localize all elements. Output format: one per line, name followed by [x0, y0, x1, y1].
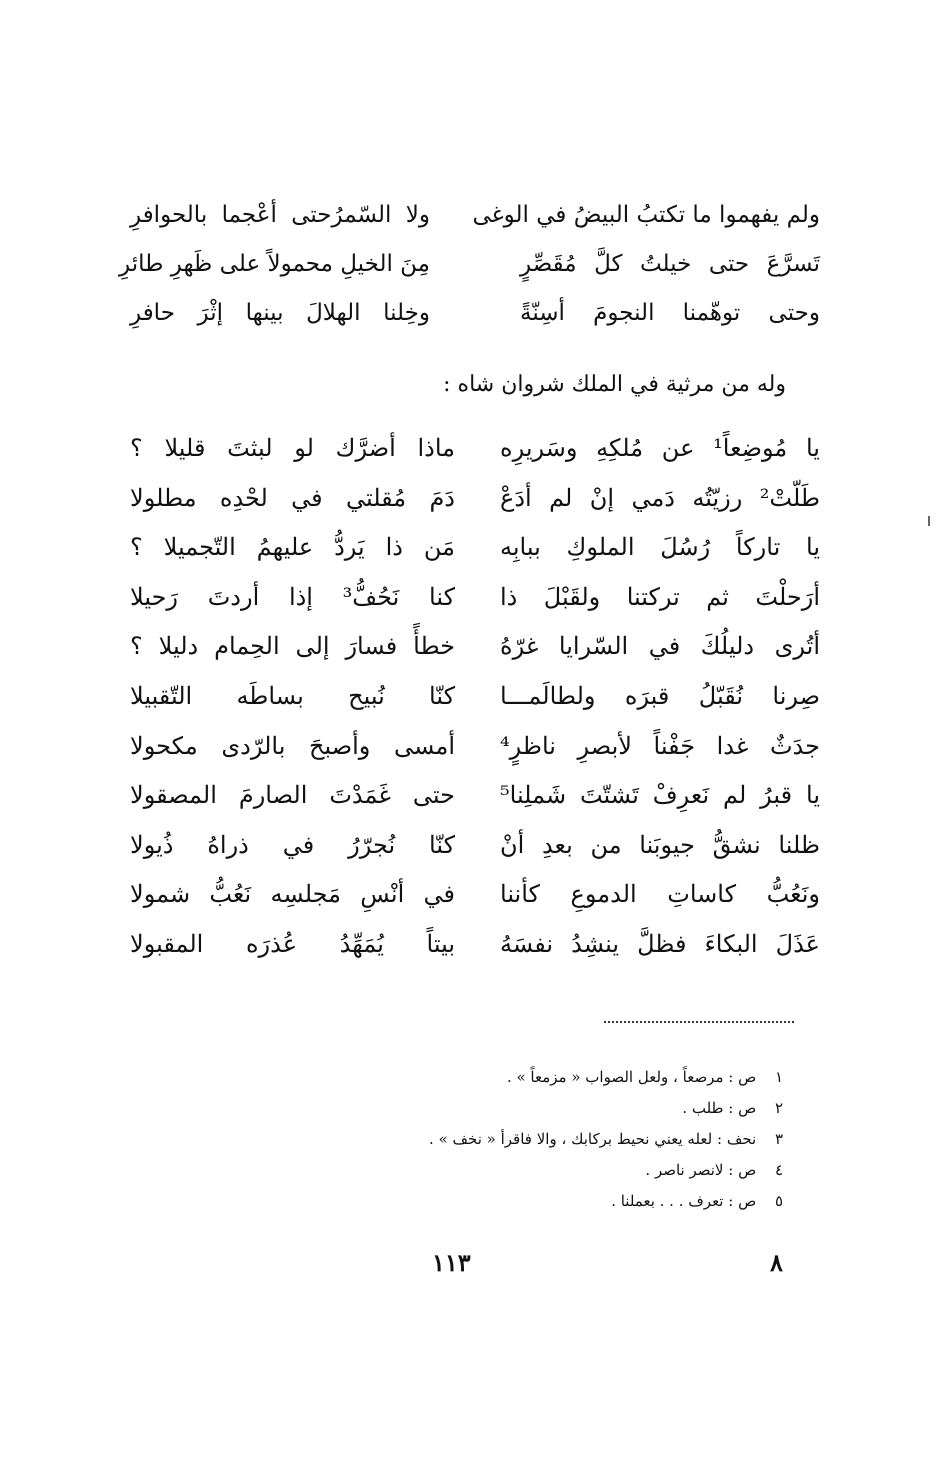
second-hemistich: مِنَ الخيلِ محمولاً على ظَهرِ طائرِ — [119, 251, 430, 277]
second-hemistich: كنّا نُبيح بساطَه التّقبيلا — [130, 681, 455, 710]
verse-row — [100, 202, 820, 251]
footnote-divider — [604, 1021, 794, 1023]
verse-row — [100, 831, 820, 881]
first-hemistich: تَسرَّعَ حتى خيلتُ كلَّ مُقَصِّرٍ — [520, 251, 820, 277]
second-hemistich: بيتاً يُمَهِّدُ عُذرَه المقبولا — [130, 929, 455, 958]
poem-stanza-2 — [100, 434, 820, 980]
second-hemistich: ولا السّمرُحتى أعْجما بالحوافرِ — [130, 202, 430, 228]
verse-row — [100, 533, 820, 583]
verse-row — [100, 484, 820, 534]
second-hemistich: أمسى وأصبحَ بالرّدى مكحولا — [130, 731, 455, 760]
footnote-number: ٢ — [774, 1099, 783, 1117]
verse-row — [100, 781, 820, 831]
first-hemistich: يا مُوضِعاً¹ عن مُلكِهِ وسَريرِه — [500, 434, 820, 462]
margin-mark — [928, 516, 930, 526]
first-hemistich: ظلنا نشقُّ جيوبَنا من بعدِ أنْ — [500, 830, 820, 859]
second-hemistich: مَن ذا يَردُّ عليهمُ التّجميلا ؟ — [130, 533, 455, 562]
verse-row — [100, 632, 820, 682]
first-hemistich: يا قبرُ لم نَعرِفْ تَشتّتَ شَملِنا⁵ — [500, 781, 820, 810]
footnote-number: ٣ — [774, 1130, 783, 1148]
first-hemistich: يا تاركاً رُسُلَ الملوكِ ببابِه — [500, 533, 820, 562]
second-hemistich: كنّا نُجرّرُ في ذراهُ ذُيولا — [130, 830, 455, 859]
page-number: ١١٣ — [432, 1248, 471, 1277]
second-hemistich: دَمَ مُقلتي في لحْدِه مطلولا — [130, 483, 455, 512]
verse-row — [100, 251, 820, 300]
verse-row — [100, 434, 820, 484]
verse-row — [100, 732, 820, 782]
footnote-text: ص : لانصر ناصر . — [645, 1161, 757, 1179]
first-hemistich: ونَعُبُّ كاساتِ الدموعِ كأننا — [500, 880, 820, 909]
first-hemistich: وحتى توهّمنا النجومَ أسِنّةً — [520, 300, 820, 326]
poem-stanza-1 — [100, 202, 820, 349]
elegy-intro-line: وله من مرثية في الملك شروان شاه : — [443, 372, 786, 397]
footnote-text: ص : طلب . — [682, 1099, 757, 1117]
footnote — [223, 1093, 783, 1124]
footnote-number: ٤ — [774, 1161, 783, 1179]
footnote-number: ١ — [774, 1068, 783, 1086]
footnote — [223, 1062, 783, 1093]
first-hemistich: ولم يفهموا ما تكتبُ البيضُ في الوغى — [472, 202, 820, 228]
verse-row — [100, 880, 820, 930]
footnote — [223, 1124, 783, 1155]
signature-mark: ٨ — [770, 1248, 783, 1277]
second-hemistich: حتى غَمَدْتَ الصارمَ المصقولا — [130, 781, 455, 810]
first-hemistich: أتُرى دليلُكَ في السّرايا غرّهُ — [500, 632, 820, 661]
verse-row — [100, 930, 820, 980]
footnote — [223, 1186, 783, 1217]
footnote — [223, 1155, 783, 1186]
second-hemistich: كنا نَحُفُّ³ إذا أردتَ رَحيلا — [130, 582, 455, 611]
second-hemistich: في أنْسِ مَجلسِه نَعُبُّ شمولا — [130, 880, 455, 909]
first-hemistich: طَلّتْ² رزيّتُه دَمي إنْ لم أدَعْ — [500, 483, 820, 512]
verse-row — [100, 583, 820, 633]
footnote-text: نحف : لعله يعني نحيط بركابك ، والا فاقرأ « نخف » . — [429, 1130, 757, 1148]
first-hemistich: أرَحلْتَ ثم تركتنا ولقَبْلَ ذا — [500, 582, 820, 611]
second-hemistich: وخِلنا الهلالَ بينها إثْرَ حافرِ — [130, 300, 430, 326]
first-hemistich: جدَثٌ غدا جَفْناً لأبصرِ ناظرٍ⁴ — [500, 731, 820, 760]
second-hemistich: خطأً فسارَ إلى الحِمام دليلا ؟ — [130, 632, 455, 661]
second-hemistich: ماذا أضرَّك لو لبثتَ قليلا ؟ — [130, 434, 455, 462]
first-hemistich: صِرنا نُقَبّلُ قبرَه ولطالَمـــا — [500, 681, 820, 710]
verse-row — [100, 300, 820, 349]
footnote-text: ص : مرصعاً ، ولعل الصواب « مزمعاً » . — [506, 1068, 757, 1086]
footnote-text: ص : تعرف . . . بعملنا . — [611, 1192, 757, 1210]
footnote-number: ٥ — [774, 1192, 783, 1210]
first-hemistich: عَذَلَ البكاءَ فظلَّ ينشِدُ نفسَهُ — [500, 929, 820, 958]
footnotes — [223, 1062, 783, 1217]
verse-row — [100, 682, 820, 732]
